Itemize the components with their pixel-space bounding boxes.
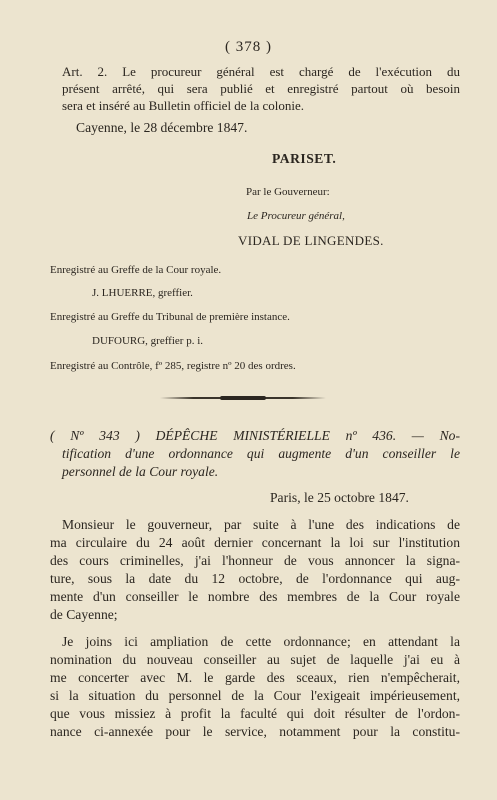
registration-tribunal: Enregistré au Greffe du Tribunal de première instance. (50, 311, 290, 323)
depeche-heading: tification d'une ordonnance qui augmente d'un conseiller le (62, 446, 460, 461)
governor-signature: PARISET. (272, 151, 337, 166)
depeche-heading: ( Nº 343 ) DÉPÊCHE MINISTÉRIELLE nº 436. — No- (50, 428, 460, 443)
paragraph-line: Je joins ici ampliation de cette ordonnance; en attendant la (62, 634, 460, 649)
paragraph-line: ture, sous la date du 12 octobre, de l'ordonnance qui aug- (50, 571, 460, 586)
depeche-heading: personnel de la Cour royale. (62, 464, 219, 479)
par-le-gouverneur: Par le Gouverneur: (246, 186, 330, 198)
paragraph-line: nance ci-annexée pour le service, notamment pour la constitu- (50, 724, 460, 739)
article-line: Art. 2. Le procureur général est chargé de l'exécution du (62, 64, 460, 79)
procureur-title: Le Procureur général, (247, 210, 345, 222)
registration-controle: Enregistré au Contrôle, fº 285, registre nº 20 des ordres. (50, 360, 296, 372)
paragraph-line: de Cayenne; (50, 607, 118, 622)
clerk-signature: J. LHUERRE, greffier. (92, 287, 193, 299)
paragraph-line: que vous missiez à profit la faculté qui doit résulter de l'ordon- (50, 706, 460, 721)
paragraph-line: des cours criminelles, j'ai l'honneur de vous annoncer la signa- (50, 553, 460, 568)
paragraph-line: me concerter avec M. le garde des sceaux, rien n'empêcherait, (50, 670, 460, 685)
registration-cour-royale: Enregistré au Greffe de la Cour royale. (50, 264, 222, 276)
paragraph-line: ma circulaire du 24 août dernier concernant la loi sur l'institution (50, 535, 460, 550)
paragraph-line: si la situation du personnel de la Cour l'exigeait impérieusement, (50, 688, 460, 703)
clerk-signature: DUFOURG, greffier p. i. (92, 335, 204, 347)
depeche-date: Paris, le 25 octobre 1847. (270, 490, 409, 505)
page-number: ( 378 ) (225, 39, 272, 55)
paragraph-line: Monsieur le gouverneur, par suite à l'une des indications de (62, 517, 460, 532)
article-line: présent arrêté, qui sera publié et enregistré partout où besoin (62, 81, 460, 96)
paragraph-line: nomination du nouveau conseiller au sujet de laquelle j'ai eu à (50, 652, 460, 667)
paragraph-line: mente d'un conseiller le nombre des membres de la Cour royale (50, 589, 460, 604)
date-line: Cayenne, le 28 décembre 1847. (76, 120, 248, 135)
article-line: sera et inséré au Bulletin officiel de la colonie. (62, 98, 304, 113)
procureur-name: VIDAL DE LINGENDES. (238, 233, 384, 248)
section-divider (160, 397, 326, 399)
